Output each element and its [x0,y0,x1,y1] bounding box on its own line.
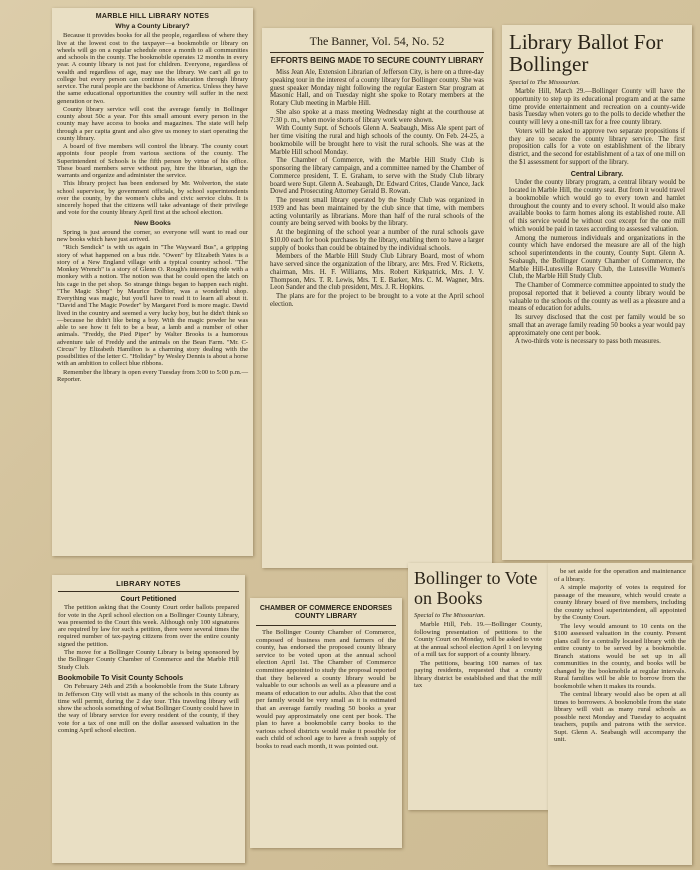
byline: Special to The Missourian. [414,612,486,619]
clipping-library-ballot [502,25,692,560]
section-heading: Central Library. [570,168,624,178]
section-heading: Bookmobile To Visit County Schools [58,672,184,682]
paragraph: The petition asking that the County Court order ballots prepared for vote in the April school election on a Bollinger County Library, was presented to the Court this week. Although only 100 signatures are required by law for such a petition, there were several times the required number of tax-paying citizens from over the entire county signed the petition. [58,604,239,648]
paragraph: be set aside for the operation and maintenance of a library. [554,568,686,583]
clipping-heading: LIBRARY NOTES [116,579,181,588]
clipping-library-notes [52,575,245,863]
divider [58,591,239,592]
divider [270,52,484,53]
paragraph: Miss Jean Ale, Extension Librarian of Jefferson City, is here on a three-day speaking tour in the interest of a county library for Bollinger county. She was guest speaker Monday night following the regular Eastern Star program at Masonic Hall, and on Tuesday night she spoke to Rotary members at the Rotary Club meeting in Marble Hill. [270,69,484,107]
section-heading: Court Petitioned [120,594,177,603]
paragraph: "Rich Sendick" is with us again in "The Wayward Bus", a gripping story of what happened on a bus ride. "Owen" by Elizabeth Yates is a story of a New England village with a typical country school. "The Monkey Wrench" is a story of Glenn O. Rough's interesting ride with a monkey with a notion. The notion was that he could open the latch on his cage in the pet shop. So strange things began to happen each night. "The Magic Shop" by Maurice Dolbier, was a wonderful shop. Everything was magic, but you'll have to read it to learn all about it. "David and The Magic Powder" by Margaret Ford is more magic. David lived in the country and seemed a very lucky boy, but he didn't think so—because he didn't like being a boy. With the magic powder he was able to see how it felt to be a bear, a lamb and a number of other animals. "Freddy, the Pied Piper" by Walter Brooks is a humorous adventure tale of Freddy and the animals on the Bean Farm. "Mr. C-Circus" by Elizabeth Hamilton is a charming story dealing with the possibilities of the letter C. "Holiday" by Wesley Dennis is about a horse with an ambition to collect blue ribbons. [57,244,248,368]
paragraph: Members of the Marble Hill Study Club Library Board, most of whom have served since the organization of the library, are: Mrs. Fred V. Ricketts, chairman, Mrs. H. F. Williams, Mrs. Robert Kirkpatrick, Mrs. J. V. Thompson, Mrs. T. R. Lewis, Mrs. T. E. Barker, Mrs. C. M. Wagner, Mrs. Leon Sander and the club president, Mrs. J. R. Hopkins. [270,253,484,292]
clipping-the-banner [262,28,492,568]
paragraph: Remember the library is open every Tuesday from 3:00 to 5:00 p.m.—Reporter. [57,368,248,383]
paragraph: A two-thirds vote is necessary to pass both measures. [515,338,661,346]
paragraph: The central library would also be open at all times to borrowers. A bookmobile from the state library will visit as many rural schools as possible next Monday and Tuesday to acquaint teachers, pupils and patrons with the service. Supt. Glenn A. Seabaugh will accompany the unit. [554,691,686,743]
paragraph: The move for a Bollinger County Library is being sponsored by the Bollinger County Chamber of Commerce and the Marble Hill Study Club. [58,649,239,671]
paragraph: The plans are for the project to be brought to a vote at the April school election. [270,293,484,308]
paragraph: Marble Hill, Feb. 19.—Bollinger County, following presentation of petitions to the County Court on Monday, will be asked to vote at the annual school election April 1 on levying of a mill tax for support of a county library. [414,621,542,658]
paragraph: At the beginning of the school year a number of the rural schools gave $10.00 each for book purchases by the library, enabling them to have a larger supply of books than could be obtained by the individual schools. [270,229,484,252]
section-heading: Why a County Library? [115,23,190,30]
clipping-bollinger-to-vote [408,563,548,810]
paragraph: A simple majority of votes is required for passage of the measure, which would create a county library board of five members, including the county school superintendent, all appointed by the County Court. [554,584,686,621]
paragraph: The Chamber of Commerce, with the Marble Hill Study Club is sponsoring the library campaign, and a committee named by the Chamber of Commerce president, T. E. Graham, to serve with the Study Club library board were Supt. Glenn A. Seabaugh, Dr. Edward Crites, Claude Vance, Jack Dowd and Prosecuting Attorney Gerald B. Rowan. [270,157,484,196]
clipping-marble-hill-library-notes [52,8,253,556]
headline: Bollinger to Vote on Books [414,568,538,608]
paragraph: Its survey disclosed that the cost per family would be so small that an average family reading 50 books a year would pay approximately one cent per book. [509,314,685,337]
paragraph: The Bollinger County Chamber of Commerce, composed of business men and farmers of the county, has endorsed the proposed county library service to be voted upon at the annual school election April 1st. The Chamber of Commerce committee appointed to study the proposal reported that they believed a county library would be valuable to our schools as well as a pleasure and a means of education to our adults. Also that the cost per family would be very small as it is estimated that an average family reading 50 books a year would pay approximately one cent per book. The plan to have a bookmobile carry books to the various school districts would make it possible for each child of school age to have a fresh supply of books to read each month, it was pointed out. [256,629,396,750]
paragraph: The levy would amount to 10 cents on the $100 assessed valuation in the county. Present plans call for a centrally located library with the entire county to be served by a bookmobile. Branch stations would be set up in all communities in the county, and books will be changed by the bookmobile at regular intervals. Rural families will be able to borrow from the bookmobile when it makes its rounds. [554,622,686,690]
masthead: The Banner, Vol. 54, No. 52 [309,34,445,48]
paragraph: The present small library operated by the Study Club was organized in 1939 and has been maintained by the club since that time, with members acting voluntarily as librarians. More than half of the rural schools of the county are being served with books by the library. [270,197,484,228]
paragraph: Voters will be asked to approve two separate propositions if they are to secure the county library service. The first proposition calls for a vote on establishment of the library district, and the second for establishment of a tax of one mill on the $1 assessment for support of the library. [509,127,685,166]
paragraph: This library project has been endorsed by Mr. Wolverton, the state school supervisor, by government officials, by school superintendents over the county, by the women's clubs and civic service clubs. It is sincerely hoped that the citizens will take advantage of their privilege and vote for the county library April first at the school election. [57,180,248,217]
paragraph: The petitions, bearing 100 names of tax paying residents, requested that a county library district be established and that the mill tax [414,659,542,689]
byline: Special to The Missourian. [509,79,581,86]
paragraph: She also spoke at a mass meeting Wednesday night at the courthouse at 7:30 p. m., when movie shorts of library work were shown. [270,108,484,124]
paragraph: Because it provides books for all the people, regardless of where they live at the lowest cost to the taxpayer—a bookmobile or library on wheels will go on a regular schedule once a month to all communities and schools in the county. The bookmobile operates 12 months in every year. A county library is not just for children. Everyone, regardless of wealth and regardless of age, may use the library. We can't all go to college but every person can continue his education through library service. The rural people are the backbone of America. Unless they have the same educational opportunities the country will suffer in the next generation or two. [57,32,248,105]
headline: CHAMBER OF COMMERCE ENDORSES COUNTY LIBRARY [259,605,393,620]
clipping-chamber-of-commerce [250,598,402,848]
paragraph: Spring is just around the corner, so everyone will want to read our new books which have just arrived. [57,228,248,243]
paragraph: On February 24th and 25th a bookmobile from the State Library in Jefferson City will visit as many of the schools in this county as time will permit, during the 2 day tour. This traveling library will show the schools something of what Bollinger County could have in the way of library service for every resident of the county, if they vote for a tax of one mill on the dollar assessed valuation in the coming April school election. [58,683,239,735]
section-heading: New Books [134,219,171,227]
paragraph: Under the county library program, a central library would be located in Marble Hill, the county seat. But from it would travel a bookmobile which would go to every town and hamlet throughout the county and to every school. It would also make available books to farm homes along its established route. All of this service would be without cost except for the one mill which would be paid in taxes according to assessed valuation. [509,179,685,233]
headline: EFFORTS BEING MADE TO SECURE COUNTY LIBRARY [270,56,484,65]
clipping-vote-continuation [548,563,692,865]
clipping-heading: MARBLE HILL LIBRARY NOTES [95,13,210,20]
paragraph: With County Supt. of Schools Glenn A. Seabaugh, Miss Ale spent part of her time visiting the rural and high schools of the county. On Feb. 24-25, a bookmobile will be brought here to visit the rural schools. She was at the Marble Hill school Monday. [270,125,484,156]
paragraph: Among the numerous individuals and organizations in the county which have endorsed the measure are all of the high school superintendents in the county, County Supt. Glenn A. Seabaugh, the Bollinger County Chamber of Commerce, the Marble Hill-Lutesville Rotary Club, the Lutesville Women's Club, the Marble Hill Study Club. [509,234,685,281]
divider [256,625,396,626]
paragraph: A board of five members will control the library. The county court appoints four people from various sections of the county. The Superintendent of Schools is the fifth person by virtue of his office. These board members serve without pay, hire the librarian, sign the warrants and organize and administer the service. [57,143,248,179]
headline: Library Ballot For Bollinger [509,30,663,76]
paragraph: Marble Hill, March 29.—Bollinger County will have the opportunity to step up its educational program and at the same time provide entertainment and recreation on a county-wide basis Tuesday when voters go to the polls to decide whether the county will levy a one-mill tax for a free county library. [509,88,685,126]
paragraph: The Chamber of Commerce committee appointed to study the proposal reported that it believed a county library would be valuable to the schools of the county as well as a pleasure and a means of education for adults. [509,282,685,313]
paragraph: County library service will cost the average family in Bollinger county about 50c a year. For this small amount every person in the county may have access to books and magazines. The state will help through a per capita grant and also give us money to start operating the county library. [57,105,248,142]
